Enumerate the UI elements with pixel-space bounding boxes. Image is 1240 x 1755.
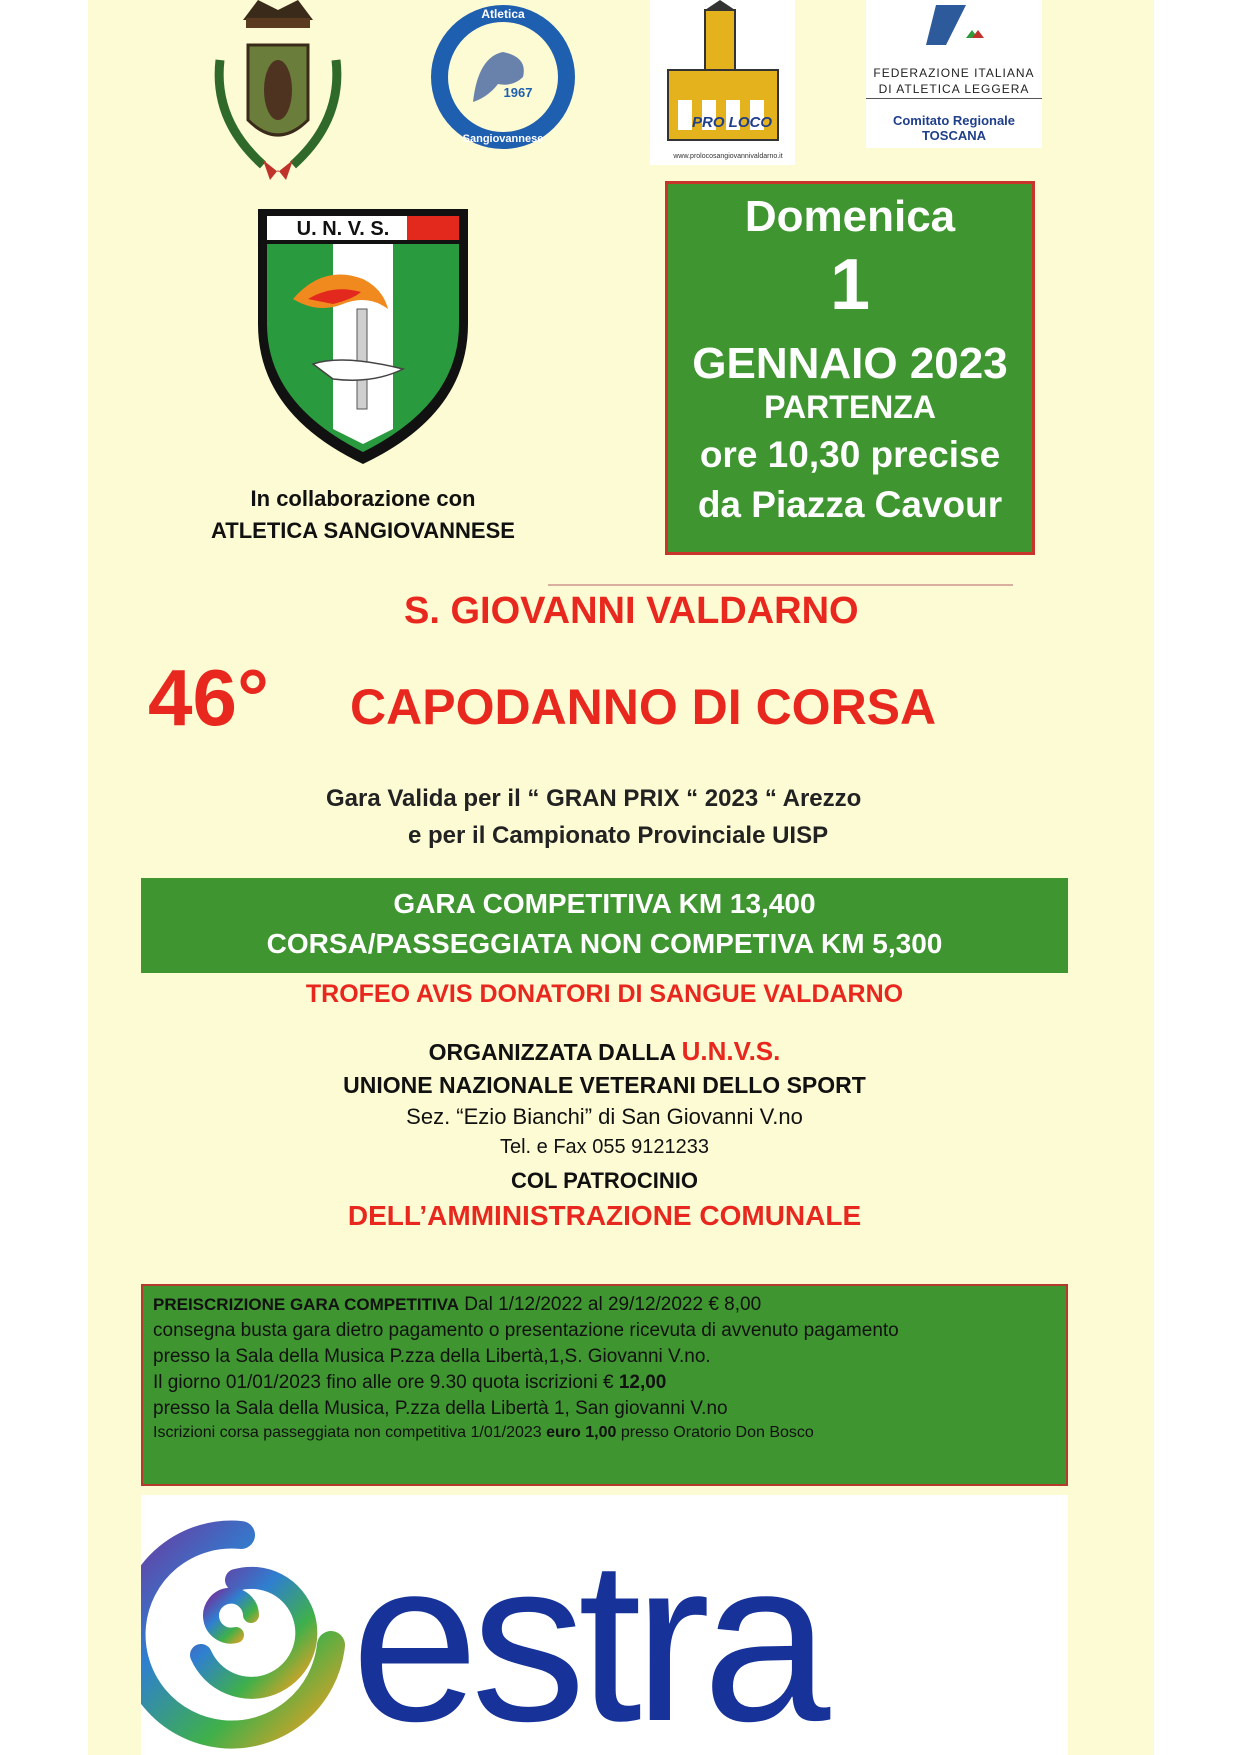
registration-line6-text: Iscrizioni corsa passeggiata non competitiva 1/01/2023 <box>153 1424 547 1441</box>
registration-line3: presso la Sala della Musica P.zza della Libertà,1,S. Giovanni V.no. <box>153 1346 711 1367</box>
registration-line5: presso la Sala della Musica, P.zza della Libertà 1, San giovanni V.no <box>153 1398 728 1419</box>
registration-line6-rest: presso Oratorio Don Bosco <box>616 1424 814 1441</box>
organizer-line6: DELL’AMMINISTRAZIONE COMUNALE <box>347 1200 862 1231</box>
estra-sponsor-logo <box>141 1495 1068 1755</box>
start-label: PARTENZA <box>764 389 936 425</box>
atletica-top-text: Atletica <box>481 7 525 21</box>
fidal-line1: FEDERAZIONE ITALIANA <box>873 66 1035 80</box>
estra-wordmark: estra <box>351 1512 823 1755</box>
day-name: Domenica <box>744 192 956 241</box>
registration-line6 <box>153 1424 814 1442</box>
start-time: ore 10,30 precise <box>699 434 1001 475</box>
start-place: da Piazza Cavour <box>697 484 1003 525</box>
organizer-line5: COL PATROCINIO <box>511 1168 698 1193</box>
registration-box <box>141 1284 1068 1486</box>
organizer-line1 <box>141 1036 1068 1067</box>
collab-line1: In collaborazione con <box>250 486 476 511</box>
organizer-line2: UNIONE NAZIONALE VETERANI DELLO SPORT <box>343 1072 866 1098</box>
fidal-divider <box>866 98 1042 99</box>
event-edition: 46° <box>148 653 269 742</box>
trophy-text: TROFEO AVIS DONATORI DI SANGUE VALDARNO <box>305 980 904 1008</box>
date-box <box>665 181 1035 555</box>
organizer-prefix: ORGANIZZATA DALLA <box>428 1039 676 1065</box>
fidal-logo <box>866 0 1042 148</box>
fidal-line3: Comitato Regionale TOSCANA <box>892 113 1016 143</box>
registration-line4-bold: 12,00 <box>618 1372 667 1393</box>
valid-line1: Gara Valida per il “ GRAN PRIX “ 2023 “ Arezzo <box>326 785 862 812</box>
registration-line1-rest: Dal 1/12/2022 al 29/12/2022 € 8,00 <box>459 1294 762 1315</box>
distance-band <box>141 878 1068 973</box>
registration-line2: consegna busta gara dietro pagamento o presentazione ricevuta di avvenuto pagamento <box>153 1320 899 1341</box>
fidal-line2: DI ATLETICA LEGGERA <box>878 82 1030 96</box>
organizer-org: U.N.V.S. <box>681 1036 781 1066</box>
coat-of-arms-logo <box>208 0 348 185</box>
unvs-shield-text: U. N. V. S. <box>296 218 390 240</box>
registration-line6-bold: euro 1,00 <box>546 1424 617 1441</box>
registration-line4-text: Il giorno 01/01/2023 fino alle ore 9.30 quota iscrizioni € <box>153 1372 619 1393</box>
proloco-logo <box>650 0 795 165</box>
registration-line1 <box>153 1294 761 1316</box>
day-number: 1 <box>829 245 871 325</box>
month-year: GENNAIO 2023 <box>692 339 1008 388</box>
organizer-phone: Tel. e Fax 055 9121233 <box>499 1136 710 1158</box>
organizer-line3: Sez. “Ezio Bianchi” di San Giovanni V.no <box>406 1104 803 1129</box>
band-line1: GARA COMPETITIVA KM 13,400 <box>393 888 816 919</box>
event-city: S. GIOVANNI VALDARNO <box>404 590 859 632</box>
collab-line2: ATLETICA SANGIOVANNESE <box>211 518 515 543</box>
poster <box>88 0 1154 1755</box>
atletica-year-text: 1967 <box>503 85 533 100</box>
divider-line <box>548 584 1013 586</box>
registration-line4 <box>153 1372 666 1394</box>
proloco-url: www.prolocosangiovannivaldarno.it <box>673 153 783 160</box>
atletica-bottom-text: Sangiovannese <box>462 133 544 145</box>
event-title: CAPODANNO DI CORSA <box>350 679 937 735</box>
valid-line2: e per il Campionato Provinciale UISP <box>408 822 829 849</box>
proloco-text: PRO LOCO <box>691 114 773 131</box>
atletica-sangiovannese-logo <box>428 2 578 152</box>
band-line2: CORSA/PASSEGGIATA NON COMPETIVA KM 5,300 <box>266 928 943 959</box>
unvs-shield-logo <box>253 204 473 469</box>
registration-line1-bold: PREISCRIZIONE GARA COMPETITIVA <box>153 1295 460 1314</box>
